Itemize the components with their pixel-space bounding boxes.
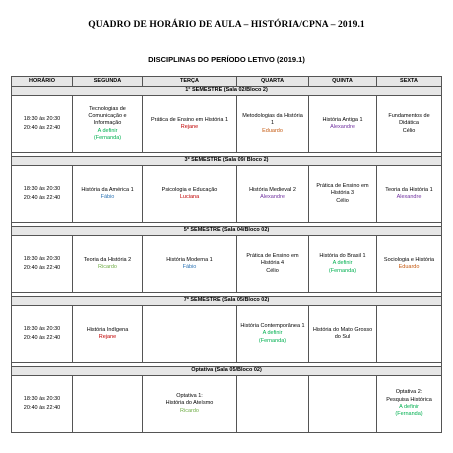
professor-name: Fábio [182,264,197,270]
schedule-row [12,236,442,293]
semester-label: 5º SEMESTRE (Sala 04/Bloco 02) [12,227,442,236]
course-name: Prática de Ensino em [246,253,299,260]
course-name: História Medieval 2 [249,186,296,193]
professor-name: Alexandre [260,194,285,200]
course-name: do Sul [334,334,351,340]
time-cell [12,306,73,363]
time-cell [12,376,73,433]
professor-name: Ricardo [180,407,199,414]
time-slot: 20:40 às 22:40 [23,335,61,341]
course-name: Optativa 2: [395,389,423,396]
schedule-row [12,376,442,433]
semester-label: Optativa (Sala 05/Bloco 02) [12,367,442,376]
class-cell [73,96,143,153]
course-name: 1 [270,120,275,127]
course-name: Prática de Ensino em [316,183,369,190]
course-name: Teoria da História 2 [83,256,132,263]
course-name: Pesquisa Histórica [386,396,432,403]
semester-label: 1° SEMESTRE (Sala 02/Bloco 2) [12,87,442,96]
class-cell [377,236,442,293]
professor-note: (Fernanda) [258,337,287,344]
course-name: História 4 [260,260,285,267]
course-name: Optativa 1: [176,393,203,400]
class-cell [143,166,237,223]
class-cell [143,306,237,363]
header-quarta: QUARTA [237,77,309,87]
schedule-row [12,96,442,153]
time-slot: 18:30 às 20:30 [23,326,61,332]
course-name: Metodologias da História [242,113,303,120]
semester-header-row [12,367,442,376]
header-row [12,77,442,87]
semester-header-row [12,297,442,306]
professor-name: A definir [97,127,118,134]
course-name: História Contemporânea 1 [240,323,305,330]
header-quinta: QUINTA [309,77,377,87]
class-cell [377,166,442,223]
professor-name: Célio [402,127,416,134]
class-cell [73,376,143,433]
class-cell [143,96,237,153]
class-cell [143,376,237,433]
course-name: Prática de Ensino em História 1 [150,116,229,123]
course-name: História da América 1 [81,186,134,193]
time-cell [12,96,73,153]
class-cell [73,306,143,363]
course-name: História Moderna 1 [166,256,213,263]
professor-name: A definir [399,404,419,410]
time-slot: 20:40 às 22:40 [23,125,61,131]
page-subtitle: DISCIPLINAS DO PERÍODO LETIVO (2019.1) [148,55,305,64]
class-cell [143,236,237,293]
course-name: Fundamentos de Didática [388,113,430,127]
professor-name: Rejane [98,334,117,340]
class-cell [237,306,309,363]
professor-name: A definir [262,330,283,337]
professor-name: Alexandre [330,124,355,130]
time-cell [12,236,73,293]
time-slot: 18:30 às 20:30 [23,116,61,122]
class-cell [309,236,377,293]
course-name: História do Mato Grosso [312,326,373,333]
professor-name: Rejane [180,124,199,130]
course-name: História Indígena [86,326,129,333]
time-slot: 20:40 às 22:40 [23,195,61,201]
time-slot: 20:40 às 22:40 [23,265,61,271]
class-cell [309,306,377,363]
professor-name: A definir [332,260,353,267]
semester-label: 7º SEMESTRE (Sala 05/Bloco 02) [12,297,442,306]
class-cell [309,376,377,433]
semester-label: 3º SEMESTRE (Sala 09/ Bloco 2) [12,157,442,166]
course-name: Teoria da História 1 [385,186,433,193]
header-terca: TERÇA [143,77,237,87]
course-name: Psicologia e Educação [161,186,218,193]
time-slot: 18:30 às 20:30 [23,256,61,262]
class-cell [73,236,143,293]
professor-name: Fábio [100,194,115,200]
header-horario: HORÁRIO [12,77,73,87]
professor-note: (Fernanda) [93,134,122,141]
professor-note: (Fernanda) [395,411,423,418]
schedule-row [12,166,442,223]
class-cell [309,96,377,153]
time-slot: 20:40 às 22:40 [23,405,61,411]
professor-name: Ricardo [98,264,117,270]
header-segunda: SEGUNDA [73,77,143,87]
class-cell [73,166,143,223]
course-name: História do Ateísmo [165,400,214,407]
header-sexta: SEXTA [377,77,442,87]
class-cell [377,306,442,363]
schedule-body [12,87,442,433]
page-title: QUADRO DE HORÁRIO DE AULA – HISTÓRIA/CPNA – 2019.1 [88,20,365,30]
professor-name: Alexandre [396,194,422,200]
class-cell [237,376,309,433]
course-name: História do Brasil 1 [319,253,366,260]
time-cell [12,166,73,223]
professor-note: (Fernanda) [328,267,357,274]
class-cell [377,96,442,153]
course-name: História Antiga 1 [322,116,363,123]
time-slot: 18:30 às 20:30 [23,396,61,402]
course-name: Informação [93,120,122,127]
class-cell [237,96,309,153]
course-name: Comunicação e [88,113,127,120]
course-name: História 3 [330,190,355,197]
class-cell [237,166,309,223]
professor-name: Célio [266,267,279,274]
schedule-row [12,306,442,363]
class-cell [377,376,442,433]
semester-header-row [12,87,442,96]
course-name: Sociologia e História [383,256,435,263]
professor-name: Luciana [179,194,200,200]
professor-name: Eduardo [262,127,283,134]
class-cell [237,236,309,293]
time-slot: 18:30 às 20:30 [23,186,61,192]
professor-name: Célio [336,197,349,204]
course-name: Tecnologias de [89,105,126,112]
semester-header-row [12,157,442,166]
schedule-table [11,76,442,433]
semester-header-row [12,227,442,236]
professor-name: Eduardo [398,264,420,270]
class-cell [309,166,377,223]
